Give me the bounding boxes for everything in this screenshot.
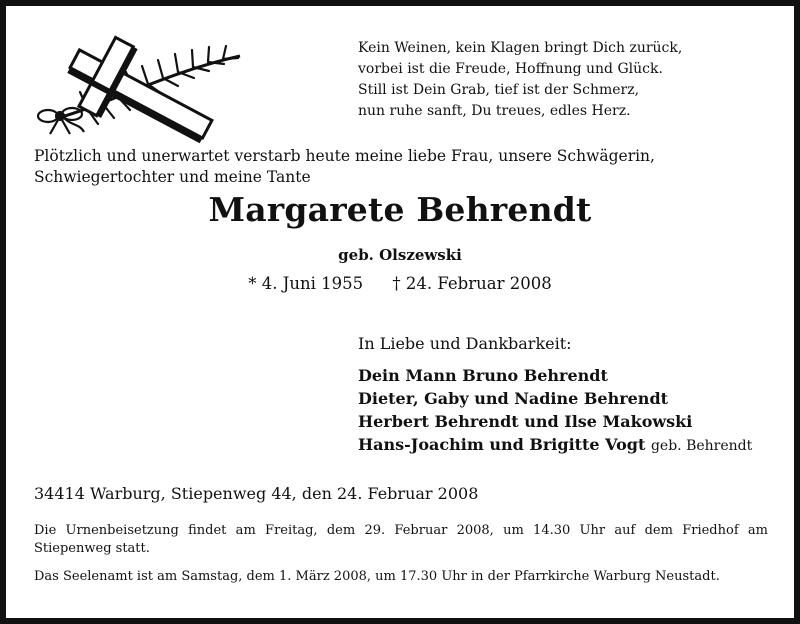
requiem-notice: Das Seelenamt ist am Samstag, dem 1. März 2008, um 17.30 Uhr in der Pfarrkirche Warburg Neustadt.: [34, 569, 720, 584]
death-date: † 24. Februar 2008: [392, 274, 552, 293]
mourner-line-with-suffix: [358, 433, 752, 458]
mourner-line: Hans-Joachim und Brigitte Vogt: [358, 435, 646, 454]
birth-date: * 4. Juni 1955: [248, 274, 364, 293]
poem-line: Kein Weinen, kein Klagen bringt Dich zurück,: [358, 40, 683, 56]
mourner-line: Dein Mann Bruno Behrendt: [358, 366, 608, 385]
mourner-line: Dieter, Gaby und Nadine Behrendt: [358, 389, 669, 408]
burial-notice: Die Urnenbeisetzung findet am Freitag, dem 29. Februar 2008, um 14.30 Uhr auf dem Friedhof am Stiepenweg statt.: [34, 523, 768, 556]
place-and-date: 34414 Warburg, Stiepenweg 44, den 24. Februar 2008: [34, 484, 479, 503]
poem-line: nun ruhe sanft, Du treues, edles Herz.: [358, 103, 631, 119]
mourners-list: [358, 364, 752, 458]
poem-line: Still ist Dein Grab, tief ist der Schmerz,: [358, 82, 640, 98]
memorial-poem: [358, 38, 682, 122]
life-dates: [6, 274, 794, 293]
mourner-line: Herbert Behrendt und Ilse Makowski: [358, 412, 693, 431]
deceased-name: Margarete Behrendt: [208, 190, 592, 229]
cross-with-palm-branch-icon: [28, 34, 248, 144]
announcement-intro: Plötzlich und unerwartet verstarb heute meine liebe Frau, unsere Schwägerin, Schwiegertochter und meine Tante: [34, 147, 655, 186]
thanks-heading: In Liebe und Dankbarkeit:: [358, 334, 572, 353]
poem-line: vorbei ist die Freude, Hoffnung und Glück.: [358, 61, 663, 77]
mourner-suffix: geb. Behrendt: [650, 438, 753, 454]
maiden-name: geb. Olszewski: [338, 246, 462, 264]
